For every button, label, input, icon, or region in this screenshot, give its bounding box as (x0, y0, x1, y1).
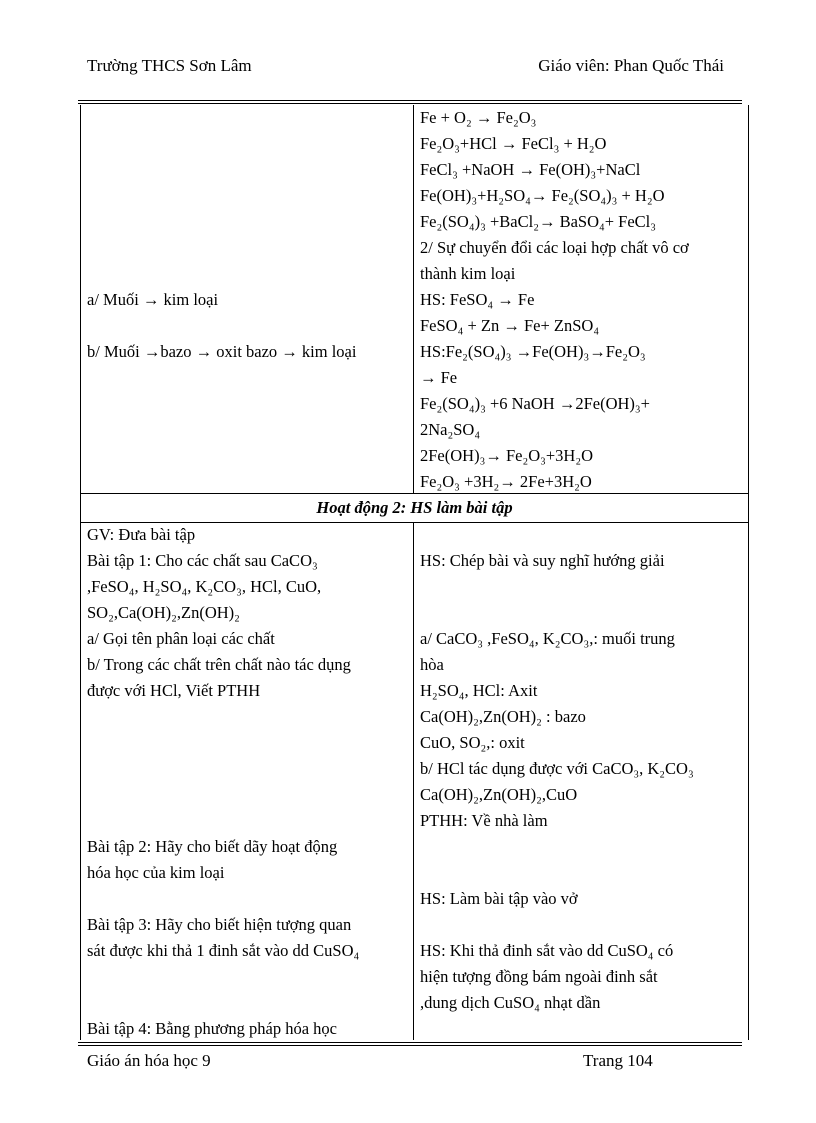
equation-line: → Fe (420, 368, 458, 387)
column-divider-top (413, 105, 414, 493)
header-rule (78, 100, 742, 101)
equation-line: HS: FeSO₄ → Fe (420, 290, 535, 309)
footer-subject: Giáo án hóa học 9 (87, 1051, 211, 1070)
header-rule-double (78, 103, 742, 104)
section-rule-bottom (80, 522, 749, 523)
section-title: Hoạt động 2: HS làm bài tập (316, 498, 513, 517)
header-teacher: Giáo viên: Phan Quốc Thái (538, 56, 724, 75)
equation-line: Fe₂O₃+HCl → FeCl₃ + H₂O (420, 134, 607, 153)
footer-rule (78, 1042, 742, 1043)
footer-rule-double (78, 1045, 742, 1046)
text-line: hiện tượng đồng bám ngoài đinh sắt (420, 967, 658, 986)
text-line: ,dung dịch CuSO₄ nhạt dần (420, 993, 601, 1012)
text-line: HS: Khi thả đinh sắt vào dd CuSO₄ có (420, 941, 674, 960)
text-line: Ca(OH)₂,Zn(OH)₂,CuO (420, 785, 578, 804)
column-divider-bottom (413, 522, 414, 1040)
text-line: SO₂,Ca(OH)₂,Zn(OH)₂ (87, 603, 240, 622)
text-line: b/ HCl tác dụng được với CaCO₃, K₂CO₃ (420, 759, 694, 778)
text-line: thành kim loại (420, 264, 516, 283)
text-line: được với HCl, Viết PTHH (87, 681, 261, 700)
text-line: a/ Muối → kim loại (87, 290, 219, 309)
text-line: a/ Gọi tên phân loại các chất (87, 629, 275, 648)
equation-line: 2Fe(OH)₃→ Fe₂O₃+3H₂O (420, 446, 594, 465)
text-line: Bài tập 2: Hãy cho biết dãy hoạt động (87, 837, 338, 856)
equation-line: FeSO₄ + Zn → Fe+ ZnSO₄ (420, 316, 600, 335)
equation-line: Fe + O₂ → Fe₂O₃ (420, 108, 537, 127)
text-line: 2/ Sự chuyển đổi các loại hợp chất vô cơ (420, 238, 689, 257)
footer-page-number: Trang 104 (583, 1051, 653, 1070)
equation-line: Fe(OH)₃+H₂SO₄→ Fe₂(SO₄)₃ + H₂O (420, 186, 665, 205)
section-rule-top (80, 493, 749, 494)
equation-line: HS:Fe₂(SO₄)₃ →Fe(OH)₃→Fe₂O₃ (420, 342, 646, 361)
text-line: sát được khi thả 1 đinh sắt vào dd CuSO₄ (87, 941, 360, 960)
equation-line: FeCl₃ +NaOH → Fe(OH)₃+NaCl (420, 160, 641, 179)
text-line: H₂SO₄, HCl: Axit (420, 681, 538, 700)
equation-line: Fe₂(SO₄)₃ +BaCl₂→ BaSO₄+ FeCl₃ (420, 212, 657, 231)
text-line: ,FeSO₄, H₂SO₄, K₂CO₃, HCl, CuO, (87, 577, 322, 596)
text-line: HS: Chép bài và suy nghĩ hướng giải (420, 551, 665, 570)
text-line: Bài tập 4: Bằng phương pháp hóa học (87, 1019, 337, 1038)
text-line: b/ Trong các chất trên chất nào tác dụng (87, 655, 351, 674)
text-line: CuO, SO₂,: oxit (420, 733, 525, 752)
equation-line: Fe₂O₃ +3H₂→ 2Fe+3H₂O (420, 472, 592, 491)
text-line: Ca(OH)₂,Zn(OH)₂ : bazo (420, 707, 586, 726)
text-line: Bài tập 3: Hãy cho biết hiện tượng quan (87, 915, 352, 934)
equation-line: 2Na₂SO₄ (420, 420, 481, 439)
text-line: a/ CaCO₃ ,FeSO₄, K₂CO₃,: muối trung (420, 629, 675, 648)
text-line: b/ Muối →bazo → oxit bazo → kim loại (87, 342, 357, 361)
text-line: hòa (420, 655, 444, 674)
text-line: Bài tập 1: Cho các chất sau CaCO₃ (87, 551, 318, 570)
equation-line: Fe₂(SO₄)₃ +6 NaOH →2Fe(OH)₃+ (420, 394, 650, 413)
header-school: Trường THCS Sơn Lâm (87, 56, 252, 75)
text-line: hóa học của kim loại (87, 863, 225, 882)
text-line: GV: Đưa bài tập (87, 525, 196, 544)
text-line: HS: Làm bài tập vào vở (420, 889, 578, 908)
text-line: PTHH: Về nhà làm (420, 811, 548, 830)
